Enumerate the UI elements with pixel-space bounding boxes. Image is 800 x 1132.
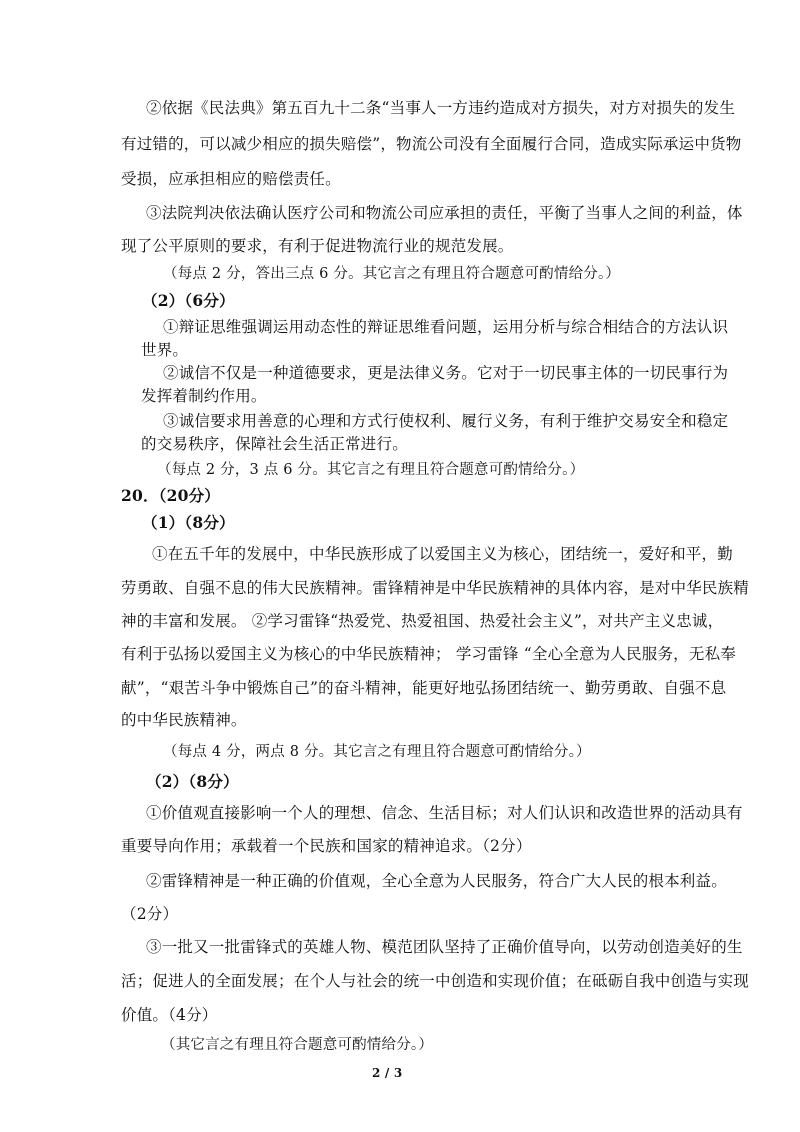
q20-part2-header: （2）（8分） (146, 772, 239, 791)
q19-p1-point2-line2: 有过错的，可以减少相应的损失赔偿”，物流公司没有全面履行合同，造成实际承运中货物 (121, 135, 742, 153)
q19-p2-point3-line2: 的交易秩序，保障社会生活正常进行。 (141, 435, 408, 453)
q19-p2-scoring-note: （每点 2 分，3 点 6 分。其它言之有理且符合题意可酌情给分。） (157, 462, 585, 478)
q20-p2-point3-line3: 价值。（4分） (121, 1006, 218, 1024)
q19-p2-point1-line1: ①辩证思维强调运用动态性的辩证思维看问题，运用分析与综合相结合的方法认识 (163, 318, 729, 336)
q19-part2-header: （2）（6分） (142, 291, 235, 310)
q20-p2-scoring-note: （其它言之有理且符合题意可酌情给分。） (161, 1037, 434, 1053)
q20-p2-point3-line1: ③一批又一批雷锋式的英雄人物、模范团队坚持了正确价值导向，以劳动创造美好的生 (146, 938, 743, 956)
q19-p1-point2-line1: ②依据《民法典》第五百九十二条“当事人一方违约造成对方损失，对方对损失的发生 (146, 99, 736, 117)
q19-p2-point2-line1: ②诚信不仅是一种道德要求，更是法律义务。它对于一切民事主体的一切民事行为 (163, 364, 729, 382)
q20-p1-line1: ①在五千年的发展中，中华民族形成了以爱国主义为核心，团结统一，爱好和平，勤 (152, 545, 733, 563)
q20-p2-point2-line1: ②雷锋精神是一种正确的价值观，全心全意为人民服务，符合广大人民的根本利益。 (146, 872, 727, 890)
q19-p1-point3-line1: ③法院判决依法确认医疗公司和物流公司应承担的责任，平衡了当事人之间的利益，体 (146, 204, 743, 222)
q20-p1-line6: 的中华民族精神。 (121, 711, 247, 729)
q19-p1-point3-line2: 现了公平原则的要求，有利于促进物流行业的规范发展。 (121, 237, 514, 255)
q19-p2-point2-line2: 发挥着制约作用。 (141, 387, 267, 405)
q19-p1-point2-line3: 受损，应承担相应的赔偿责任。 (121, 170, 341, 188)
q20-p1-line3: 神的丰富和发展。 ②学习雷锋“热爱党、热爱祖国、热爱社会主义”，对共产主义忠诚， (121, 612, 724, 630)
q20-header: 20．（20分） (121, 486, 220, 505)
q20-p2-point1-line1: ①价值观直接影响一个人的理想、信念、生活目标；对人们认识和改造世界的活动具有 (146, 804, 743, 822)
q19-p2-point3-line1: ③诚信要求用善意的心理和方式行使权利、履行义务，有利于维护交易安全和稳定 (163, 412, 729, 430)
page-number: 2 / 3 (372, 1066, 403, 1080)
q20-p1-line4: 有利于弘扬以爱国主义为核心的中华民族精神； 学习雷锋 “全心全意为人民服务，无私奉 (121, 645, 736, 663)
q20-p2-point1-line2: 重要导向作用；承载着一个民族和国家的精神追求。（2分） (121, 837, 532, 855)
q19-p2-point1-line2: 世界。 (141, 341, 189, 359)
q20-p2-point2-line2: （2分） (121, 905, 179, 923)
q19-p1-scoring-note: （每点 2 分，答出三点 6 分。其它言之有理且符合题意可酌情给分。） (163, 266, 621, 282)
q20-p2-point3-line2: 活；促进人的全面发展；在个人与社会的统一中创造和实现价值；在砥砺自我中创造与实现 (121, 972, 750, 990)
q20-p1-scoring-note: （每点 4 分，两点 8 分。其它言之有理且符合题意可酌情给分。） (163, 744, 591, 760)
q20-p1-line5: 献”，“艰苦斗争中锻炼自己”的奋斗精神，能更好地弘扬团结统一、勤劳勇敢、自强不息 (121, 679, 727, 697)
q20-p1-line2: 劳勇敢、自强不息的伟大民族精神。雷锋精神是中华民族精神的具体内容，是对中华民族精 (121, 579, 750, 597)
q20-part1-header: （1）（8分） (142, 513, 235, 532)
